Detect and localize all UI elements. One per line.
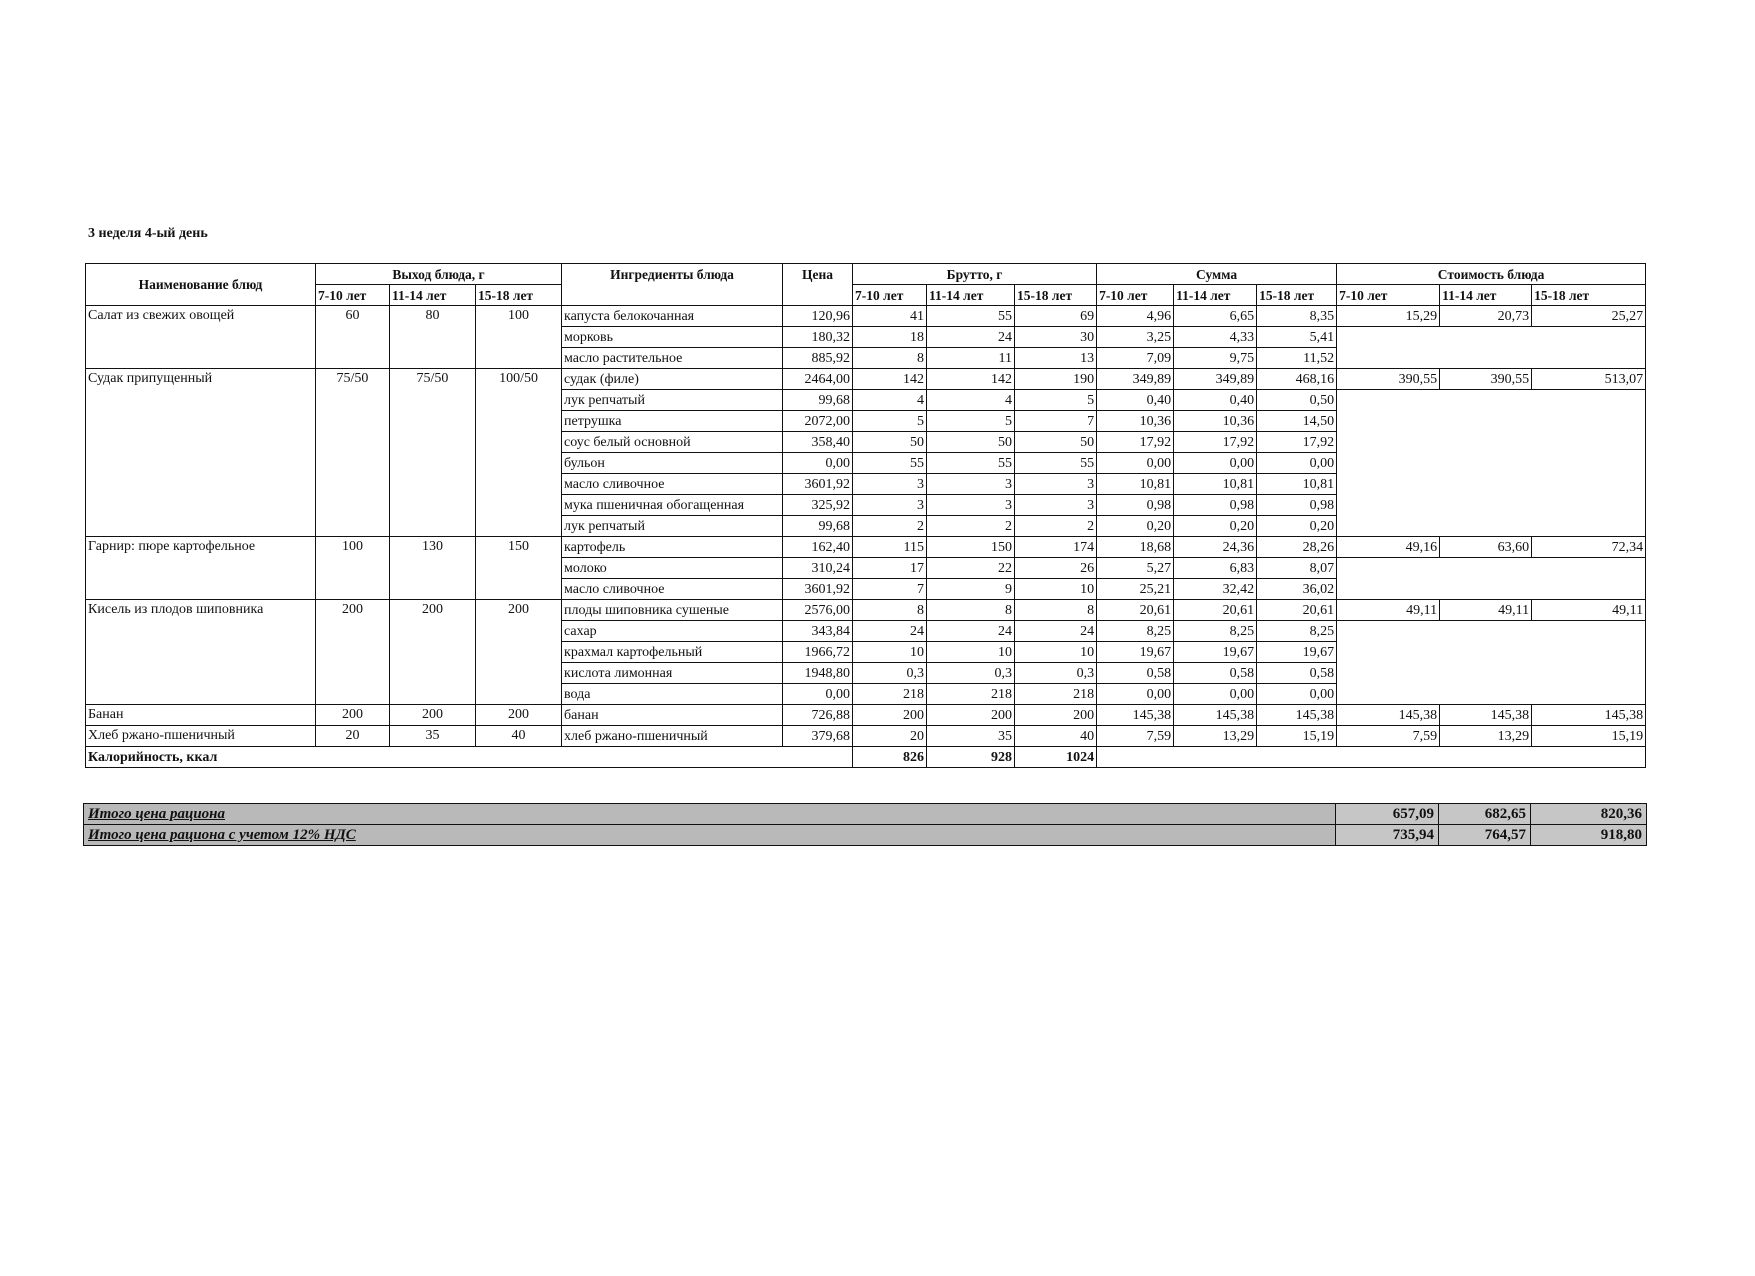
- total-age-15-18: 820,36: [1531, 804, 1647, 825]
- yield-age-15-18-cell: 100/50: [476, 369, 562, 537]
- sum-age-11-14-cell: 4,33: [1174, 327, 1257, 348]
- sum-age-11-14-cell: 6,65: [1174, 306, 1257, 327]
- cost-blank-cell: [1337, 558, 1646, 600]
- yield-age-7-10-cell: 20: [316, 726, 390, 747]
- calories-blank: [1097, 747, 1646, 768]
- total-vat-label: Итого цена рациона с учетом 12% НДС: [84, 825, 1336, 846]
- total-vat-age-11-14: 764,57: [1439, 825, 1531, 846]
- cost-age-11-14-cell: 49,11: [1440, 600, 1532, 621]
- brutto-age-11-14-cell: 24: [927, 327, 1015, 348]
- cost-blank-cell: [1337, 327, 1646, 369]
- price-cell: 0,00: [783, 684, 853, 705]
- ingredient-cell: лук репчатый: [562, 390, 783, 411]
- cost-age-15-18-cell: 513,07: [1532, 369, 1646, 390]
- header-sum-age-11-14: 11-14 лет: [1174, 285, 1257, 306]
- brutto-age-15-18-cell: 26: [1015, 558, 1097, 579]
- sum-age-7-10-cell: 8,25: [1097, 621, 1174, 642]
- ingredient-cell: масло сливочное: [562, 579, 783, 600]
- ingredient-cell: молоко: [562, 558, 783, 579]
- brutto-age-15-18-cell: 8: [1015, 600, 1097, 621]
- brutto-age-11-14-cell: 22: [927, 558, 1015, 579]
- price-cell: 1966,72: [783, 642, 853, 663]
- page-title: 3 неделя 4-ый день: [88, 226, 208, 241]
- cost-age-11-14-cell: 390,55: [1440, 369, 1532, 390]
- header-sum: Сумма: [1097, 264, 1337, 285]
- yield-age-15-18-cell: 200: [476, 705, 562, 726]
- ingredient-cell: масло растительное: [562, 348, 783, 369]
- brutto-age-11-14-cell: 200: [927, 705, 1015, 726]
- sum-age-7-10-cell: 20,61: [1097, 600, 1174, 621]
- price-cell: 310,24: [783, 558, 853, 579]
- dish-name-cell: Банан: [86, 705, 316, 726]
- header-brutto-age-15-18: 15-18 лет: [1015, 285, 1097, 306]
- header-cost: Стоимость блюда: [1337, 264, 1646, 285]
- sum-age-7-10-cell: 10,81: [1097, 474, 1174, 495]
- brutto-age-11-14-cell: 218: [927, 684, 1015, 705]
- sum-age-15-18-cell: 10,81: [1257, 474, 1337, 495]
- yield-age-7-10-cell: 200: [316, 705, 390, 726]
- brutto-age-11-14-cell: 9: [927, 579, 1015, 600]
- brutto-age-15-18-cell: 200: [1015, 705, 1097, 726]
- price-cell: 2464,00: [783, 369, 853, 390]
- ingredient-cell: лук репчатый: [562, 516, 783, 537]
- calories-label: Калорийность, ккал: [86, 747, 853, 768]
- ingredient-cell: масло сливочное: [562, 474, 783, 495]
- brutto-age-7-10-cell: 20: [853, 726, 927, 747]
- brutto-age-7-10-cell: 218: [853, 684, 927, 705]
- sum-age-15-18-cell: 36,02: [1257, 579, 1337, 600]
- cost-blank-cell: [1337, 390, 1646, 537]
- sum-age-15-18-cell: 14,50: [1257, 411, 1337, 432]
- sum-age-7-10-cell: 0,20: [1097, 516, 1174, 537]
- sum-age-11-14-cell: 0,00: [1174, 684, 1257, 705]
- sum-age-11-14-cell: 145,38: [1174, 705, 1257, 726]
- brutto-age-15-18-cell: 218: [1015, 684, 1097, 705]
- cost-age-15-18-cell: 25,27: [1532, 306, 1646, 327]
- ingredient-cell: судак (филе): [562, 369, 783, 390]
- dish-name-cell: Судак припущенный: [86, 369, 316, 537]
- table-row: [86, 600, 1646, 621]
- dish-name-cell: Салат из свежих овощей: [86, 306, 316, 369]
- sum-age-11-14-cell: 10,36: [1174, 411, 1257, 432]
- sum-age-15-18-cell: 11,52: [1257, 348, 1337, 369]
- brutto-age-11-14-cell: 10: [927, 642, 1015, 663]
- brutto-age-7-10-cell: 3: [853, 495, 927, 516]
- brutto-age-15-18-cell: 3: [1015, 474, 1097, 495]
- brutto-age-11-14-cell: 142: [927, 369, 1015, 390]
- sum-age-7-10-cell: 145,38: [1097, 705, 1174, 726]
- brutto-age-11-14-cell: 55: [927, 453, 1015, 474]
- calories-row: [86, 747, 1646, 768]
- sum-age-7-10-cell: 19,67: [1097, 642, 1174, 663]
- cost-age-7-10-cell: 145,38: [1337, 705, 1440, 726]
- header-price: Цена: [783, 264, 853, 285]
- brutto-age-15-18-cell: 55: [1015, 453, 1097, 474]
- total-vat-row: [84, 825, 1647, 846]
- brutto-age-11-14-cell: 3: [927, 495, 1015, 516]
- brutto-age-7-10-cell: 3: [853, 474, 927, 495]
- brutto-age-7-10-cell: 50: [853, 432, 927, 453]
- sum-age-11-14-cell: 8,25: [1174, 621, 1257, 642]
- header-sum-age-15-18: 15-18 лет: [1257, 285, 1337, 306]
- ingredient-cell: крахмал картофельный: [562, 642, 783, 663]
- brutto-age-11-14-cell: 8: [927, 600, 1015, 621]
- cost-age-11-14-cell: 20,73: [1440, 306, 1532, 327]
- brutto-age-15-18-cell: 5: [1015, 390, 1097, 411]
- sum-age-7-10-cell: 18,68: [1097, 537, 1174, 558]
- sum-age-7-10-cell: 17,92: [1097, 432, 1174, 453]
- price-cell: 726,88: [783, 705, 853, 726]
- brutto-age-15-18-cell: 174: [1015, 537, 1097, 558]
- yield-age-7-10-cell: 60: [316, 306, 390, 369]
- brutto-age-7-10-cell: 5: [853, 411, 927, 432]
- brutto-age-7-10-cell: 8: [853, 600, 927, 621]
- menu-table: [85, 263, 1646, 768]
- price-cell: 3601,92: [783, 579, 853, 600]
- table-row: [86, 537, 1646, 558]
- header-sum-age-7-10: 7-10 лет: [1097, 285, 1174, 306]
- header-cost-age-11-14: 11-14 лет: [1440, 285, 1532, 306]
- brutto-age-7-10-cell: 10: [853, 642, 927, 663]
- cost-age-7-10-cell: 49,11: [1337, 600, 1440, 621]
- yield-age-11-14-cell: 75/50: [390, 369, 476, 537]
- sum-age-11-14-cell: 9,75: [1174, 348, 1257, 369]
- brutto-age-11-14-cell: 50: [927, 432, 1015, 453]
- price-cell: 358,40: [783, 432, 853, 453]
- ingredient-cell: капуста белокочанная: [562, 306, 783, 327]
- price-cell: 0,00: [783, 453, 853, 474]
- sum-age-11-14-cell: 20,61: [1174, 600, 1257, 621]
- brutto-age-11-14-cell: 24: [927, 621, 1015, 642]
- price-cell: 2576,00: [783, 600, 853, 621]
- total-age-11-14: 682,65: [1439, 804, 1531, 825]
- cost-age-11-14-cell: 13,29: [1440, 726, 1532, 747]
- cost-age-11-14-cell: 63,60: [1440, 537, 1532, 558]
- ingredient-cell: мука пшеничная обогащенная: [562, 495, 783, 516]
- brutto-age-11-14-cell: 55: [927, 306, 1015, 327]
- ingredient-cell: бульон: [562, 453, 783, 474]
- ingredient-cell: хлеб ржано-пшеничный: [562, 726, 783, 747]
- sum-age-15-18-cell: 15,19: [1257, 726, 1337, 747]
- sum-age-7-10-cell: 349,89: [1097, 369, 1174, 390]
- brutto-age-15-18-cell: 0,3: [1015, 663, 1097, 684]
- ingredient-cell: морковь: [562, 327, 783, 348]
- sum-age-11-14-cell: 6,83: [1174, 558, 1257, 579]
- calories-age-15-18: 1024: [1015, 747, 1097, 768]
- header-cost-age-15-18: 15-18 лет: [1532, 285, 1646, 306]
- sum-age-7-10-cell: 7,59: [1097, 726, 1174, 747]
- sum-age-15-18-cell: 468,16: [1257, 369, 1337, 390]
- brutto-age-7-10-cell: 200: [853, 705, 927, 726]
- ingredient-cell: банан: [562, 705, 783, 726]
- sum-age-15-18-cell: 5,41: [1257, 327, 1337, 348]
- dish-name-cell: Гарнир: пюре картофельное: [86, 537, 316, 600]
- calories-age-11-14: 928: [927, 747, 1015, 768]
- cost-age-15-18-cell: 15,19: [1532, 726, 1646, 747]
- cost-age-15-18-cell: 72,34: [1532, 537, 1646, 558]
- sum-age-11-14-cell: 19,67: [1174, 642, 1257, 663]
- dish-name-cell: Кисель из плодов шиповника: [86, 600, 316, 705]
- yield-age-7-10-cell: 75/50: [316, 369, 390, 537]
- cost-age-7-10-cell: 15,29: [1337, 306, 1440, 327]
- ingredient-cell: плоды шиповника сушеные: [562, 600, 783, 621]
- total-vat-age-7-10: 735,94: [1336, 825, 1439, 846]
- yield-age-7-10-cell: 100: [316, 537, 390, 600]
- yield-age-7-10-cell: 200: [316, 600, 390, 705]
- sum-age-15-18-cell: 8,07: [1257, 558, 1337, 579]
- sum-age-11-14-cell: 13,29: [1174, 726, 1257, 747]
- header-brutto-age-7-10: 7-10 лет: [853, 285, 927, 306]
- header-brutto-age-11-14: 11-14 лет: [927, 285, 1015, 306]
- yield-age-11-14-cell: 35: [390, 726, 476, 747]
- brutto-age-11-14-cell: 0,3: [927, 663, 1015, 684]
- header-yield: Выход блюда, г: [316, 264, 562, 285]
- price-cell: 3601,92: [783, 474, 853, 495]
- brutto-age-15-18-cell: 190: [1015, 369, 1097, 390]
- price-cell: 99,68: [783, 516, 853, 537]
- table-row: [86, 726, 1646, 747]
- sum-age-11-14-cell: 24,36: [1174, 537, 1257, 558]
- sum-age-15-18-cell: 0,20: [1257, 516, 1337, 537]
- brutto-age-11-14-cell: 2: [927, 516, 1015, 537]
- calories-age-7-10: 826: [853, 747, 927, 768]
- sum-age-7-10-cell: 5,27: [1097, 558, 1174, 579]
- yield-age-11-14-cell: 200: [390, 705, 476, 726]
- brutto-age-15-18-cell: 3: [1015, 495, 1097, 516]
- ingredient-cell: картофель: [562, 537, 783, 558]
- price-cell: 2072,00: [783, 411, 853, 432]
- brutto-age-15-18-cell: 69: [1015, 306, 1097, 327]
- cost-age-15-18-cell: 145,38: [1532, 705, 1646, 726]
- sum-age-7-10-cell: 0,40: [1097, 390, 1174, 411]
- sum-age-11-14-cell: 349,89: [1174, 369, 1257, 390]
- sum-age-15-18-cell: 0,00: [1257, 684, 1337, 705]
- brutto-age-11-14-cell: 150: [927, 537, 1015, 558]
- sum-age-11-14-cell: 0,40: [1174, 390, 1257, 411]
- sum-age-15-18-cell: 0,98: [1257, 495, 1337, 516]
- total-vat-age-15-18: 918,80: [1531, 825, 1647, 846]
- brutto-age-15-18-cell: 50: [1015, 432, 1097, 453]
- sum-age-7-10-cell: 3,25: [1097, 327, 1174, 348]
- sum-age-7-10-cell: 0,98: [1097, 495, 1174, 516]
- brutto-age-7-10-cell: 2: [853, 516, 927, 537]
- header-yield-age-7-10: 7-10 лет: [316, 285, 390, 306]
- ingredient-cell: петрушка: [562, 411, 783, 432]
- yield-age-11-14-cell: 130: [390, 537, 476, 600]
- brutto-age-7-10-cell: 18: [853, 327, 927, 348]
- header-ingredients-blank: [562, 285, 783, 306]
- price-cell: 379,68: [783, 726, 853, 747]
- header-ingredients: Ингредиенты блюда: [562, 264, 783, 285]
- header-yield-age-11-14: 11-14 лет: [390, 285, 476, 306]
- menu-table-body: [86, 306, 1646, 747]
- ingredient-cell: кислота лимонная: [562, 663, 783, 684]
- sum-age-11-14-cell: 0,20: [1174, 516, 1257, 537]
- sum-age-11-14-cell: 0,00: [1174, 453, 1257, 474]
- price-cell: 180,32: [783, 327, 853, 348]
- table-row: [86, 705, 1646, 726]
- sum-age-11-14-cell: 0,58: [1174, 663, 1257, 684]
- price-cell: 325,92: [783, 495, 853, 516]
- sum-age-11-14-cell: 32,42: [1174, 579, 1257, 600]
- table-row: [86, 369, 1646, 390]
- total-label: Итого цена рациона: [84, 804, 1336, 825]
- sum-age-15-18-cell: 0,00: [1257, 453, 1337, 474]
- brutto-age-7-10-cell: 142: [853, 369, 927, 390]
- brutto-age-7-10-cell: 17: [853, 558, 927, 579]
- brutto-age-11-14-cell: 5: [927, 411, 1015, 432]
- ingredient-cell: соус белый основной: [562, 432, 783, 453]
- price-cell: 162,40: [783, 537, 853, 558]
- sum-age-7-10-cell: 10,36: [1097, 411, 1174, 432]
- sum-age-15-18-cell: 28,26: [1257, 537, 1337, 558]
- brutto-age-15-18-cell: 7: [1015, 411, 1097, 432]
- sum-age-11-14-cell: 17,92: [1174, 432, 1257, 453]
- brutto-age-15-18-cell: 30: [1015, 327, 1097, 348]
- yield-age-11-14-cell: 80: [390, 306, 476, 369]
- brutto-age-15-18-cell: 13: [1015, 348, 1097, 369]
- totals-table: [83, 803, 1647, 846]
- brutto-age-15-18-cell: 24: [1015, 621, 1097, 642]
- cost-age-11-14-cell: 145,38: [1440, 705, 1532, 726]
- total-age-7-10: 657,09: [1336, 804, 1439, 825]
- sum-age-15-18-cell: 8,35: [1257, 306, 1337, 327]
- dish-name-cell: Хлеб ржано-пшеничный: [86, 726, 316, 747]
- price-cell: 99,68: [783, 390, 853, 411]
- ingredient-cell: вода: [562, 684, 783, 705]
- sum-age-15-18-cell: 0,50: [1257, 390, 1337, 411]
- yield-age-15-18-cell: 40: [476, 726, 562, 747]
- sum-age-7-10-cell: 0,00: [1097, 453, 1174, 474]
- brutto-age-7-10-cell: 4: [853, 390, 927, 411]
- header-price-blank: [783, 285, 853, 306]
- yield-age-15-18-cell: 200: [476, 600, 562, 705]
- sum-age-7-10-cell: 25,21: [1097, 579, 1174, 600]
- table-row: [86, 306, 1646, 327]
- brutto-age-15-18-cell: 10: [1015, 642, 1097, 663]
- brutto-age-15-18-cell: 40: [1015, 726, 1097, 747]
- sum-age-15-18-cell: 19,67: [1257, 642, 1337, 663]
- ingredient-cell: сахар: [562, 621, 783, 642]
- sum-age-15-18-cell: 8,25: [1257, 621, 1337, 642]
- cost-age-7-10-cell: 7,59: [1337, 726, 1440, 747]
- sum-age-11-14-cell: 10,81: [1174, 474, 1257, 495]
- sum-age-15-18-cell: 20,61: [1257, 600, 1337, 621]
- sum-age-15-18-cell: 0,58: [1257, 663, 1337, 684]
- price-cell: 1948,80: [783, 663, 853, 684]
- sum-age-7-10-cell: 0,00: [1097, 684, 1174, 705]
- price-cell: 343,84: [783, 621, 853, 642]
- sum-age-11-14-cell: 0,98: [1174, 495, 1257, 516]
- sum-age-15-18-cell: 17,92: [1257, 432, 1337, 453]
- brutto-age-15-18-cell: 10: [1015, 579, 1097, 600]
- cost-blank-cell: [1337, 621, 1646, 705]
- brutto-age-11-14-cell: 4: [927, 390, 1015, 411]
- price-cell: 885,92: [783, 348, 853, 369]
- yield-age-15-18-cell: 100: [476, 306, 562, 369]
- brutto-age-7-10-cell: 8: [853, 348, 927, 369]
- header-brutto: Брутто, г: [853, 264, 1097, 285]
- yield-age-11-14-cell: 200: [390, 600, 476, 705]
- brutto-age-7-10-cell: 55: [853, 453, 927, 474]
- brutto-age-15-18-cell: 2: [1015, 516, 1097, 537]
- header-yield-age-15-18: 15-18 лет: [476, 285, 562, 306]
- sum-age-7-10-cell: 4,96: [1097, 306, 1174, 327]
- header-dish-name: Наименование блюд: [86, 264, 316, 306]
- price-cell: 120,96: [783, 306, 853, 327]
- sum-age-7-10-cell: 0,58: [1097, 663, 1174, 684]
- header-cost-age-7-10: 7-10 лет: [1337, 285, 1440, 306]
- yield-age-15-18-cell: 150: [476, 537, 562, 600]
- sum-age-15-18-cell: 145,38: [1257, 705, 1337, 726]
- brutto-age-7-10-cell: 0,3: [853, 663, 927, 684]
- brutto-age-11-14-cell: 11: [927, 348, 1015, 369]
- sum-age-7-10-cell: 7,09: [1097, 348, 1174, 369]
- total-row: [84, 804, 1647, 825]
- cost-age-7-10-cell: 390,55: [1337, 369, 1440, 390]
- brutto-age-7-10-cell: 7: [853, 579, 927, 600]
- brutto-age-11-14-cell: 3: [927, 474, 1015, 495]
- brutto-age-7-10-cell: 24: [853, 621, 927, 642]
- brutto-age-7-10-cell: 41: [853, 306, 927, 327]
- cost-age-7-10-cell: 49,16: [1337, 537, 1440, 558]
- brutto-age-11-14-cell: 35: [927, 726, 1015, 747]
- brutto-age-7-10-cell: 115: [853, 537, 927, 558]
- cost-age-15-18-cell: 49,11: [1532, 600, 1646, 621]
